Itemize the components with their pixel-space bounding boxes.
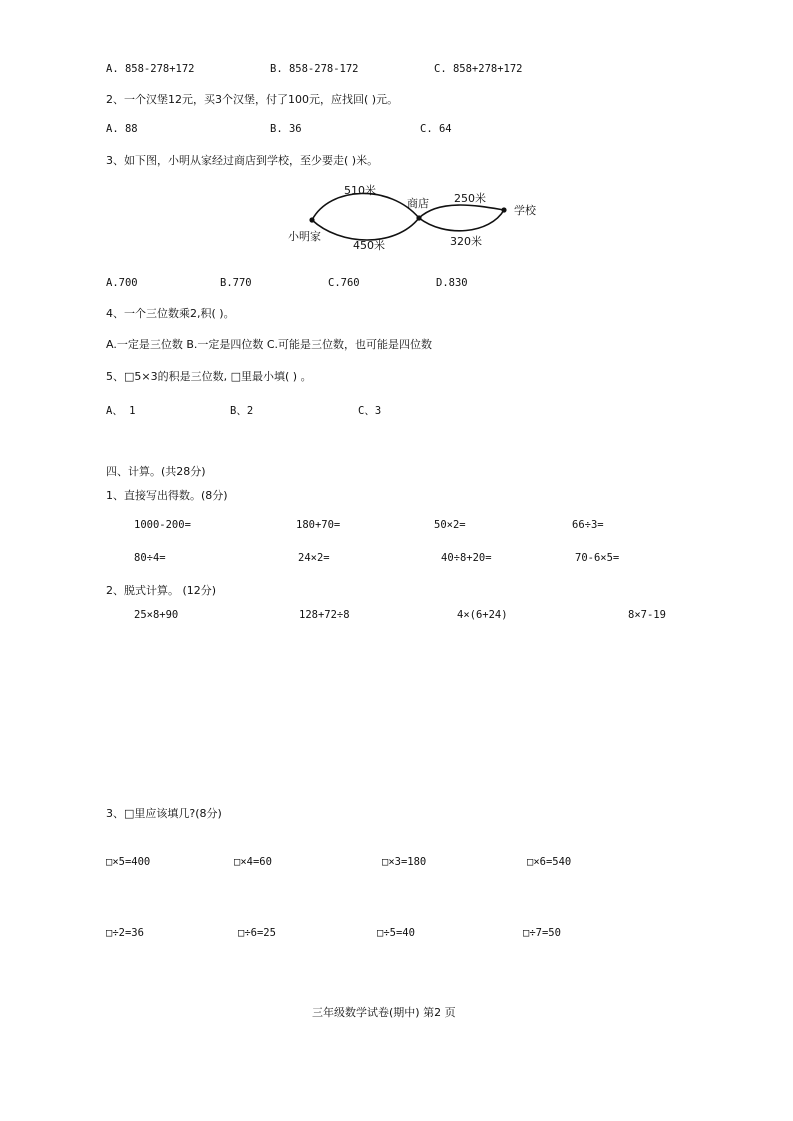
- calc1-item: 180+70=: [296, 519, 341, 531]
- label-home: 小明家: [288, 230, 321, 243]
- shop-point: [416, 215, 421, 220]
- q3-option-a: A.700: [106, 277, 138, 289]
- section4-title: 四、计算。(共28分): [106, 465, 206, 478]
- q2-option-a: A. 88: [106, 123, 138, 135]
- calc3-title: 3、□里应该填几?(8分): [106, 807, 222, 820]
- q5-option-c: C、3: [358, 405, 382, 417]
- calc3-item: □÷2=36: [106, 927, 144, 939]
- calc3-item: □÷5=40: [377, 927, 415, 939]
- calc3-item: □×3=180: [382, 856, 427, 868]
- route-diagram: [280, 176, 560, 256]
- calc1-title: 1、直接写出得数。(8分): [106, 489, 228, 502]
- q2-option-b: B. 36: [270, 123, 302, 135]
- calc1-item: 50×2=: [434, 519, 466, 531]
- q3-option-c: C.760: [328, 277, 360, 289]
- calc3-item: □÷7=50: [523, 927, 561, 939]
- route-lower-right: [419, 210, 504, 231]
- home-point: [309, 217, 314, 222]
- q1-option-a: A. 858-278+172: [106, 63, 195, 75]
- calc1-item: 1000-200=: [134, 519, 191, 531]
- school-point: [501, 207, 506, 212]
- route-upper-left: [312, 193, 419, 220]
- calc1-item: 66÷3=: [572, 519, 604, 531]
- calc1-item: 40÷8+20=: [441, 552, 492, 564]
- q1-option-c: C. 858+278+172: [434, 63, 523, 75]
- q2-option-c: C. 64: [420, 123, 452, 135]
- q4-stem: 4、一个三位数乘2,积( )。: [106, 307, 235, 320]
- q5-option-a: A、 1: [106, 405, 136, 417]
- calc3-item: □×4=60: [234, 856, 272, 868]
- calc3-item: □×6=540: [527, 856, 572, 868]
- calc1-item: 80÷4=: [134, 552, 166, 564]
- q3-option-d: D.830: [436, 277, 468, 289]
- calc3-item: □×5=400: [106, 856, 151, 868]
- calc1-item: 70-6×5=: [575, 552, 620, 564]
- route-upper-right: [419, 205, 504, 218]
- calc2-item: 128+72÷8: [299, 609, 350, 621]
- label-top-left: 510米: [344, 184, 376, 197]
- q3-stem: 3、如下图，小明从家经过商店到学校，至少要走( )米。: [106, 154, 379, 167]
- q5-stem: 5、□5×3的积是三位数, □里最小填( ) 。: [106, 370, 312, 383]
- calc2-item: 25×8+90: [134, 609, 179, 621]
- label-bottom-left: 450米: [353, 239, 385, 252]
- q5-option-b: B、2: [230, 405, 254, 417]
- q3-option-b: B.770: [220, 277, 252, 289]
- calc2-item: 8×7-19: [628, 609, 666, 621]
- calc2-title: 2、脱式计算。 (12分): [106, 584, 217, 597]
- page-footer: 三年级数学试卷(期中) 第2 页: [312, 1006, 456, 1019]
- calc2-item: 4×(6+24): [457, 609, 508, 621]
- calc1-item: 24×2=: [298, 552, 330, 564]
- route-lower-left: [312, 218, 419, 240]
- label-school: 学校: [514, 204, 536, 217]
- calc3-item: □÷6=25: [238, 927, 276, 939]
- label-top-right: 250米: [454, 192, 486, 205]
- label-shop: 商店: [407, 197, 429, 210]
- label-bottom-right: 320米: [450, 235, 482, 248]
- q1-option-b: B. 858-278-172: [270, 63, 359, 75]
- q4-options: A.一定是三位数 B.一定是四位数 C.可能是三位数，也可能是四位数: [106, 338, 433, 351]
- q2-stem: 2、一个汉堡12元，买3个汉堡，付了100元，应找回( )元。: [106, 93, 399, 106]
